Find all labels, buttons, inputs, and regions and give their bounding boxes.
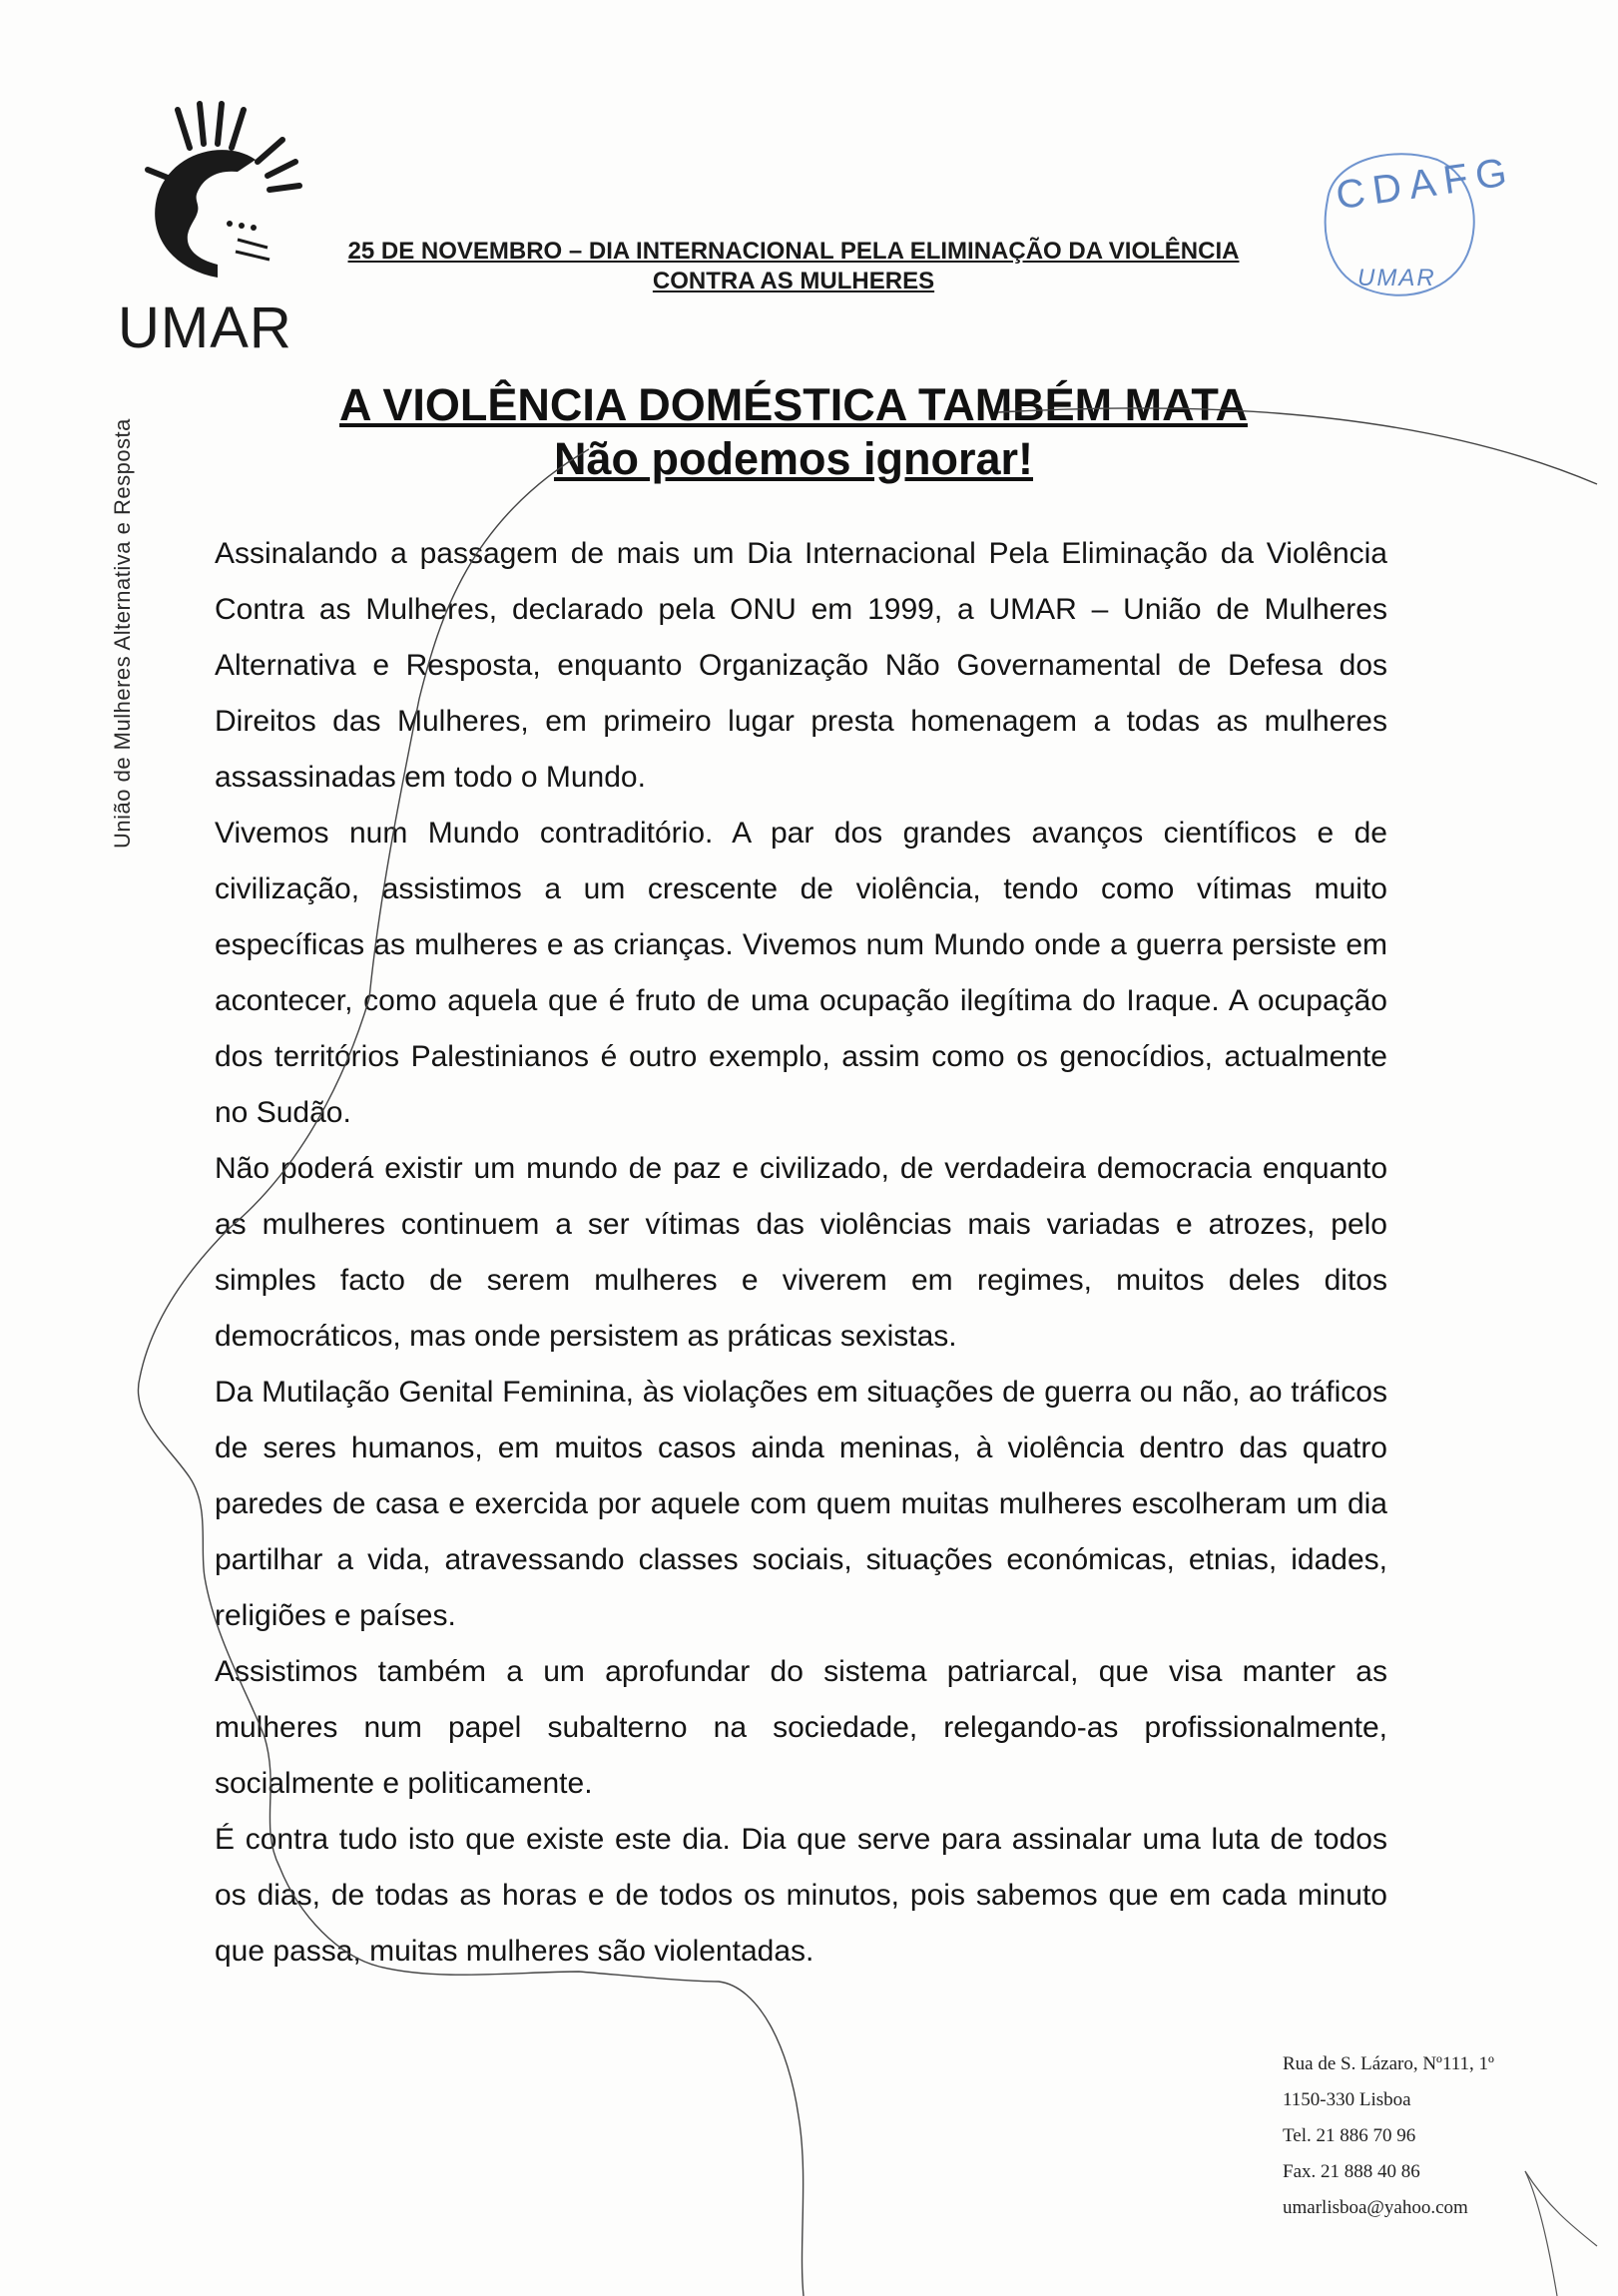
paragraph: Assistimos também a um aprofundar do sistema patriarcal, que visa manter as mulheres num papel subalterno na sociedade, relegando-as profissionalmente, socialmente e politicamente.: [215, 1655, 1387, 1800]
stamp-top-text: CDAFG: [1333, 149, 1518, 219]
paragraph: Não poderá existir um mundo de paz e civilizado, de verdadeira democracia enquanto as mulheres continuem a ser vítimas das violências mais variadas e atrozes, pelo simples facto de serem mulheres e viverem em regimes, muitos deles ditos democráticos, mas onde persistem as práticas sexistas.: [215, 1152, 1387, 1353]
address-street: Rua de S. Lázaro, Nº111, 1º: [1283, 2053, 1494, 2074]
header-title-line1: 25 DE NOVEMBRO – DIA INTERNACIONAL PELA ELIMINAÇÃO DA VIOLÊNCIA: [347, 238, 1240, 265]
body-text: [215, 526, 1387, 1980]
address-fax: Fax. 21 888 40 86: [1283, 2161, 1420, 2182]
sidebar-organization-name: União de Mulheres Alternativa e Resposta: [110, 418, 135, 849]
header-title: [329, 237, 1258, 296]
contact-address: [1283, 2046, 1494, 2226]
stamp-bottom-text: UMAR: [1357, 265, 1436, 291]
address-postal: 1150-330 Lisboa: [1283, 2089, 1411, 2110]
paragraph: É contra tudo isto que existe este dia. Dia que serve para assinalar uma luta de todos os dias, de todas as horas e de todos os minutos, pois sabemos que em cada minuto que passa, muitas mulheres são violentadas.: [215, 1823, 1387, 1968]
headline-main: A VIOLÊNCIA DOMÉSTICA TAMBÉM MATA: [339, 379, 1248, 430]
header-title-line2: CONTRA AS MULHERES: [652, 268, 935, 294]
address-email: umarlisboa@yahoo.com: [1283, 2197, 1468, 2218]
logo-wordmark: UMAR: [118, 295, 292, 360]
headline-subtitle: Não podemos ignorar!: [553, 433, 1034, 484]
organization-stamp: [1298, 140, 1518, 309]
paragraph: Da Mutilação Genital Feminina, às violações em situações de guerra ou não, ao tráficos de seres humanos, em muitos casos ainda meninas, à violência dentro das quatro paredes de casa e exercida por aquele com quem muitas mulheres escolheram um dia partilhar a vida, atravessando classes sociais, situações económicas, etnias, idades, religiões e países.: [215, 1376, 1387, 1632]
address-tel: Tel. 21 886 70 96: [1283, 2125, 1416, 2146]
umar-logo: [118, 100, 292, 360]
paragraph: Assinalando a passagem de mais um Dia Internacional Pela Eliminação da Violência Contra as Mulheres, declarado pela ONU em 1999, a UMAR – União de Mulheres Alternativa e Resposta, enquanto Organização Não Governamental de Defesa dos Direitos das Mulheres, em primeiro lugar presta homenagem a todas as mulheres assassinadas em todo o Mundo.: [215, 537, 1387, 794]
paragraph: Vivemos num Mundo contraditório. A par dos grandes avanços científicos e de civilização, assistimos a um crescente de violência, tendo como vítimas muito específicas as mulheres e as crianças. Vivemos num Mundo onde a guerra persiste em acontecer, como aquela que é fruto de uma ocupação ilegítima do Iraque. A ocupação dos territórios Palestinianos é outro exemplo, assim como os genocídios, actualmente no Sudão.: [215, 817, 1387, 1129]
headline: [329, 377, 1258, 487]
umar-emblem-icon: [118, 100, 307, 289]
